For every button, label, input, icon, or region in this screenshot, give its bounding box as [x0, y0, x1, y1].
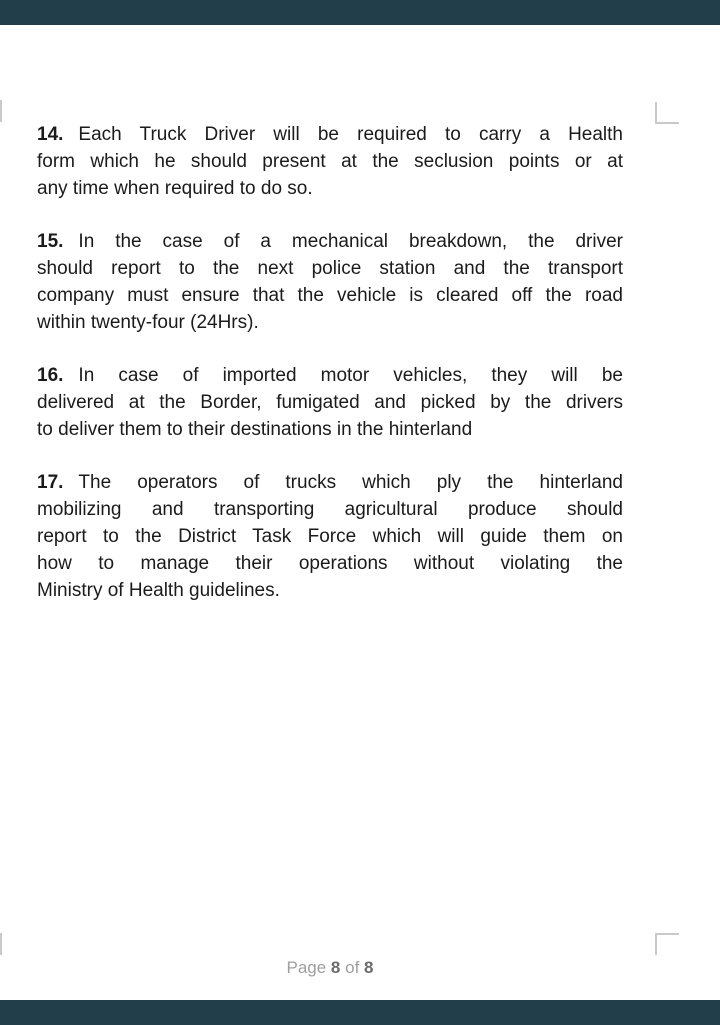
- paragraph-line: 14. Each Truck Driver will be required to carry a Health: [37, 124, 623, 145]
- paragraph-line: to deliver them to their destinations in the hinterland: [37, 419, 473, 440]
- paragraph-line: delivered at the Border, fumigated and picked by the drivers: [37, 392, 623, 413]
- page-footer: [37, 957, 623, 979]
- footer-page-number: 8: [330, 958, 341, 977]
- bottom-right-margin-mark: [655, 933, 679, 955]
- paragraph-number: 17.: [37, 472, 64, 493]
- paragraph-number: 16.: [37, 365, 64, 386]
- top-right-margin-mark: [655, 102, 679, 124]
- paragraph-line: 16. In case of imported motor vehicles, they will be: [37, 365, 623, 386]
- paragraph-line: how to manage their operations without violating the: [37, 553, 623, 574]
- paragraph-line: company must ensure that the vehicle is cleared off the road: [37, 285, 623, 306]
- paragraph: [37, 362, 623, 443]
- document-body: [37, 121, 623, 604]
- paragraph-line: should report to the next police station and the transport: [37, 258, 623, 279]
- paragraph-line: 17. The operators of trucks which ply the hinterland: [37, 472, 623, 493]
- paragraph-line: mobilizing and transporting agricultural produce should: [37, 499, 623, 520]
- footer-of-label: of: [345, 958, 360, 977]
- paragraph-line: 15. In the case of a mechanical breakdown, the driver: [37, 231, 623, 252]
- paragraph-number: 15.: [37, 231, 64, 252]
- top-left-margin-mark: [0, 100, 2, 122]
- bottom-left-margin-mark: [0, 933, 2, 955]
- paragraph-line: Ministry of Health guidelines.: [37, 580, 280, 601]
- paragraph-line: any time when required to do so.: [37, 178, 313, 199]
- bottom-edge-bar: [0, 1000, 720, 1025]
- paragraph: [37, 121, 623, 202]
- paragraph: [37, 469, 623, 604]
- paragraph-line: within twenty-four (24Hrs).: [37, 312, 259, 333]
- paragraph-number: 14.: [37, 124, 64, 145]
- paragraph-line: form which he should present at the seclusion points or at: [37, 151, 623, 172]
- paragraph: [37, 228, 623, 336]
- top-edge-bar: [0, 0, 720, 25]
- paragraph-line: report to the District Task Force which will guide them on: [37, 526, 623, 547]
- footer-total-pages: 8: [364, 958, 374, 977]
- footer-page-label: Page: [286, 958, 327, 977]
